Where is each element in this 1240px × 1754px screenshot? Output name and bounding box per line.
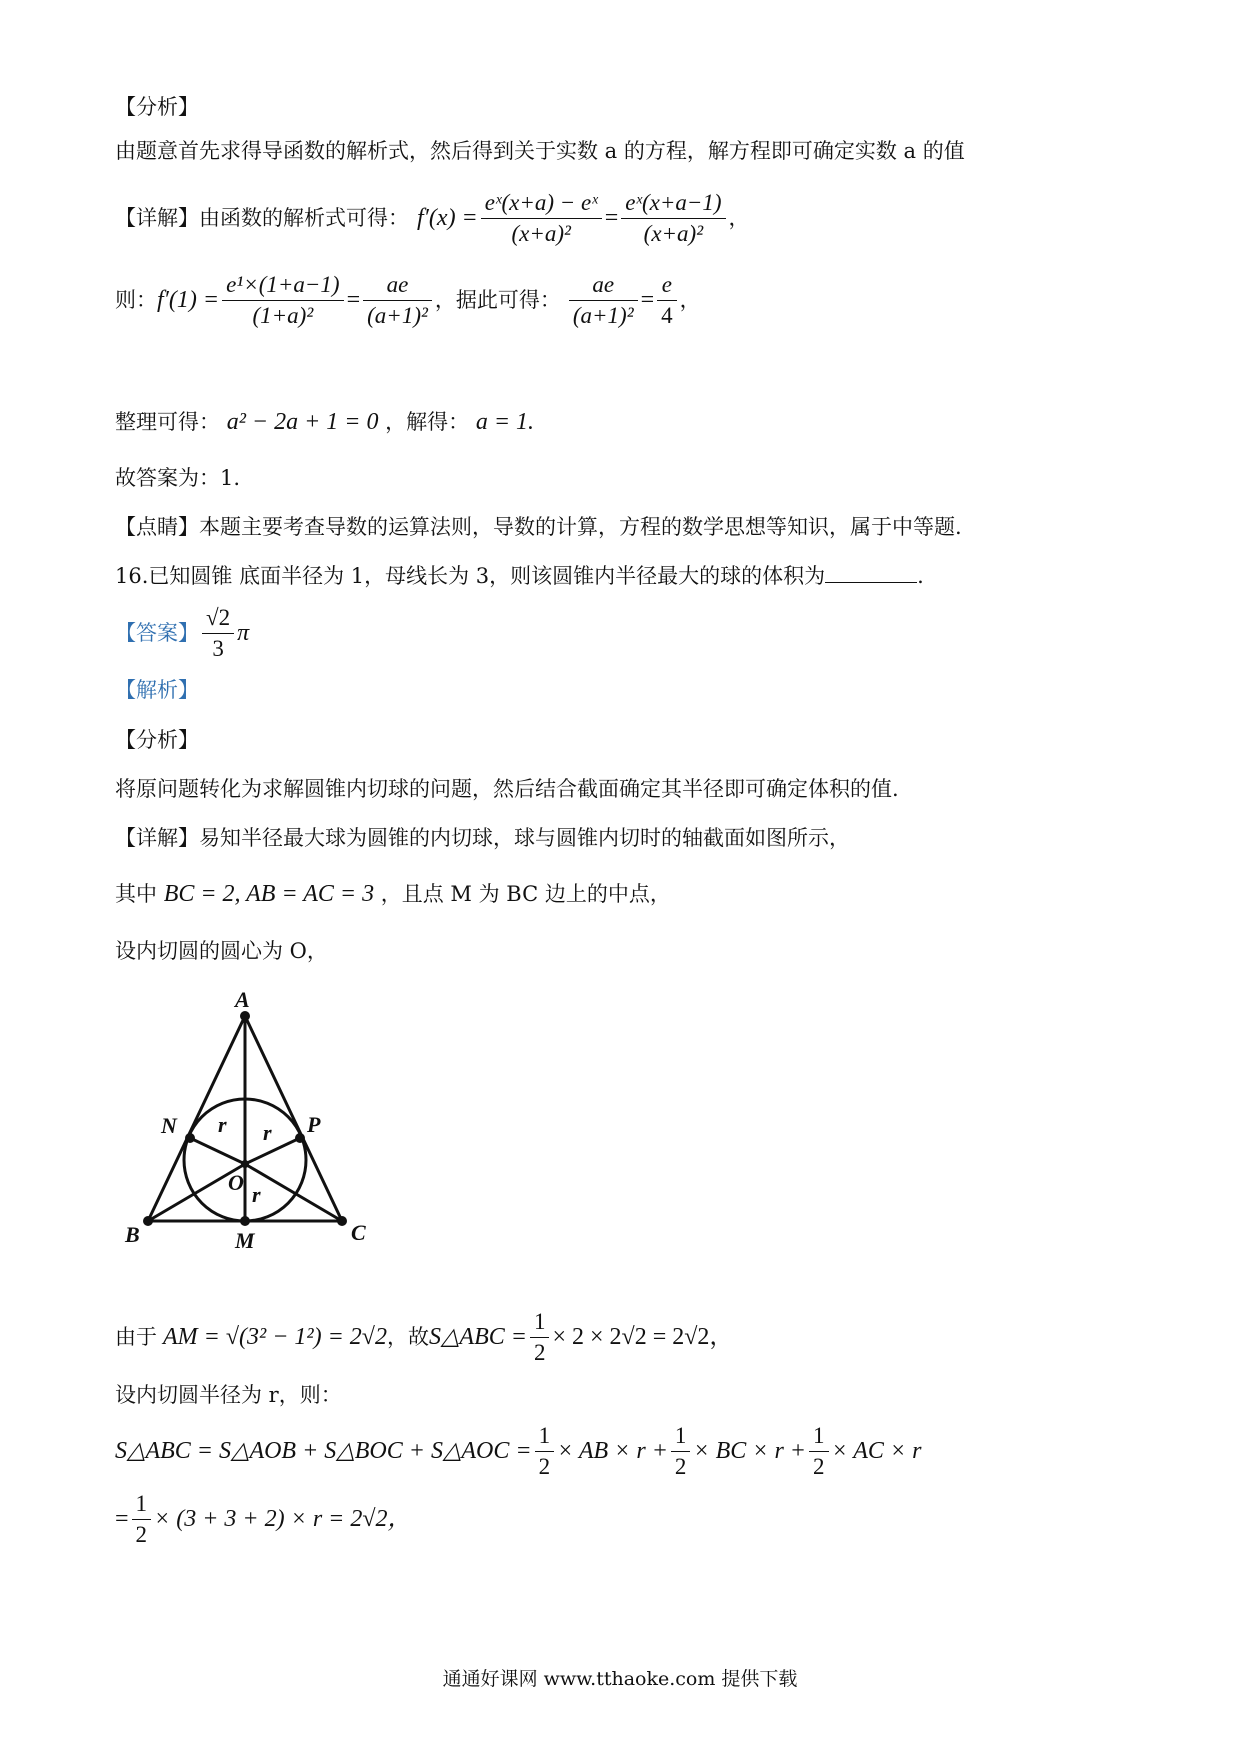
am-value: AM = √(3² − 1²) = 2√2 (163, 1324, 387, 1350)
fraction-3-numerator: e¹×(1+a−1) (222, 270, 343, 301)
answer-fraction (202, 603, 234, 664)
question-16-text: 16.已知圆锥 底面半径为 1，母线长为 3，则该圆锥内半径最大的球的体积为 (115, 564, 826, 588)
answer-numerator: √2 (202, 603, 234, 634)
label-p: P (307, 1112, 321, 1137)
fraction-1-numerator: eˣ(x+a) − eˣ (481, 188, 602, 219)
half-numerator: 1 (530, 1307, 550, 1338)
term-ab: × AB × r + (557, 1438, 668, 1464)
label-b: B (125, 1222, 140, 1247)
answer-label: 【答案】 (115, 621, 199, 645)
final-expression: × (3 + 3 + 2) × r = 2√2， (154, 1506, 412, 1532)
simplify-label: 整理可得： (115, 410, 220, 434)
f-prime-x: f′(x) = (417, 205, 478, 231)
simplify-line (115, 407, 534, 437)
incircle-triangle-figure (115, 990, 395, 1280)
s-abc-label: S△ABC = (428, 1324, 527, 1350)
half-denominator: 2 (813, 1453, 825, 1479)
answer-denominator: 3 (212, 635, 224, 661)
half-denominator: 2 (135, 1521, 148, 1547)
quadratic-equation: a² − 2a + 1 = 0 (226, 409, 379, 435)
detail-line-2: 则： f′(1) = $\frac{\text{e¹×(1+a−1)}}{\text{(1+a)²}}$ = $\frac{ae}{\text{(a+1)²}}$ ，据此可得： $\frac{ae}{\text{(a+1)²}}$ = $\frac{e}{4}$ ， (115, 262, 701, 338)
fraction-5-numerator: ae (569, 270, 638, 301)
half-numerator: 1 (535, 1421, 555, 1452)
label-a: A (235, 990, 250, 1012)
equals-sign: = (115, 1506, 129, 1532)
solution: a = 1. (475, 409, 535, 435)
analysis-2-heading: 【分析】 (115, 728, 199, 752)
question-16 (115, 561, 924, 591)
label-r-3: r (252, 1182, 261, 1207)
comment-line: 【点睛】本题主要考查导数的运算法则，导数的计算，方程的数学思想等知识，属于中等题. (115, 515, 962, 539)
point-o (241, 1160, 249, 1168)
answer-16-line (115, 600, 249, 666)
line2-math: BC = 2, AB = AC = 3 (163, 881, 375, 907)
solve-label: ，解得： (385, 410, 470, 434)
answer-is-line: 故答案为：1. (115, 466, 241, 490)
detail-line-1: 【详解】由函数的解析式可得： f′(x) = $\frac{\text{eˣ(x+a) − eˣ}}{\text{(x+a)²}}$ = $\frac{\text{eˣ(x+a−1)}}{\text{(x+a)²}}$ ， (115, 180, 750, 256)
point-p (295, 1133, 305, 1143)
line2-suffix: ，且点 M 为 BC 边上的中点， (380, 882, 671, 906)
fraction-5-denominator: (a+1)² (572, 302, 634, 328)
fraction-2-denominator: (x+a)² (643, 220, 704, 246)
fraction-2-numerator: eˣ(x+a−1) (621, 188, 725, 219)
point-c (337, 1216, 347, 1226)
point-m (240, 1216, 250, 1226)
detail-2-line-2 (115, 879, 671, 909)
half-numerator: 1 (132, 1489, 152, 1520)
analysis-2-text: 将原问题转化为求解圆锥内切球的问题，然后结合截面确定其半径即可确定体积的值. (115, 777, 899, 801)
question-16-period: . (917, 564, 924, 588)
point-b (143, 1216, 153, 1226)
fraction-6 (657, 270, 677, 331)
label-n: N (161, 1113, 177, 1138)
half-denominator: 2 (674, 1453, 687, 1479)
term-bc: × BC × r + (693, 1438, 806, 1464)
label-r-1: r (218, 1112, 227, 1137)
fraction-2 (621, 188, 725, 249)
answer-blank (825, 562, 917, 583)
calc-mid: ，故 (386, 1325, 429, 1349)
label-r-2: r (263, 1120, 272, 1145)
fraction-4-numerator: ae (363, 270, 432, 301)
detail-2-line-3: 设内切圆的圆心为 O， (115, 939, 328, 963)
fraction-3 (222, 270, 343, 331)
label-c: C (351, 1220, 366, 1245)
fraction-6-denominator: 4 (661, 302, 673, 328)
fraction-6-numerator: e (657, 270, 677, 301)
half-fraction-1 (530, 1307, 550, 1368)
accordingly-label: ，据此可得： (434, 288, 561, 312)
calc-line-2: 设内切圆半径为 r，则： (115, 1383, 342, 1407)
half-fraction-2 (535, 1421, 555, 1482)
calc-prefix: 由于 (115, 1325, 157, 1349)
half-fraction-4 (809, 1421, 829, 1482)
analysis-heading: 【分析】 (115, 95, 199, 119)
fraction-3-denominator: (1+a)² (252, 302, 314, 328)
point-n (185, 1133, 195, 1143)
calc-line-3 (115, 1418, 921, 1484)
label-o: O (228, 1170, 244, 1195)
calc-line-1 (115, 1306, 733, 1368)
line2-prefix: 其中 (115, 882, 157, 906)
fraction-5 (569, 270, 638, 331)
half-denominator: 2 (533, 1339, 546, 1365)
segment-op (245, 1138, 300, 1164)
half-numerator: 1 (671, 1421, 691, 1452)
point-a (240, 1011, 250, 1021)
half-fraction-3 (671, 1421, 691, 1482)
calc-rest: × 2 × 2√2 = 2√2， (552, 1324, 734, 1350)
analysis-text: 由题意首先求得导函数的解析式，然后得到关于实数 a 的方程，解方程即可确定实数 a 的值 (115, 139, 965, 163)
fraction-1 (481, 188, 602, 249)
detail-2-line-1: 【详解】易知半径最大球为圆锥的内切球，球与圆锥内切时的轴截面如图所示， (115, 826, 850, 850)
fraction-4-denominator: (a+1)² (367, 302, 428, 328)
term-ac: × AC × r (831, 1438, 922, 1464)
jiexi-label: 【解析】 (115, 678, 199, 702)
f-prime-1: f′(1) = (157, 287, 220, 313)
fraction-1-denominator: (x+a)² (511, 220, 571, 246)
half-denominator: 2 (538, 1453, 551, 1479)
page-footer: 通通好课网 www.tthaoke.com 提供下载 (442, 1668, 798, 1690)
answer-pi: π (237, 620, 250, 646)
detail-label: 【详解】由函数的解析式可得： (115, 206, 409, 230)
half-numerator: 1 (809, 1421, 829, 1452)
half-fraction-5 (132, 1489, 152, 1550)
segment-on (190, 1138, 245, 1164)
then-label: 则： (115, 288, 157, 312)
fraction-4 (363, 270, 432, 331)
area-sum-lhs: S△ABC = S△AOB + S△BOC + S△AOC = (115, 1438, 532, 1464)
label-m: M (235, 1228, 255, 1253)
calc-line-4 (115, 1486, 412, 1552)
